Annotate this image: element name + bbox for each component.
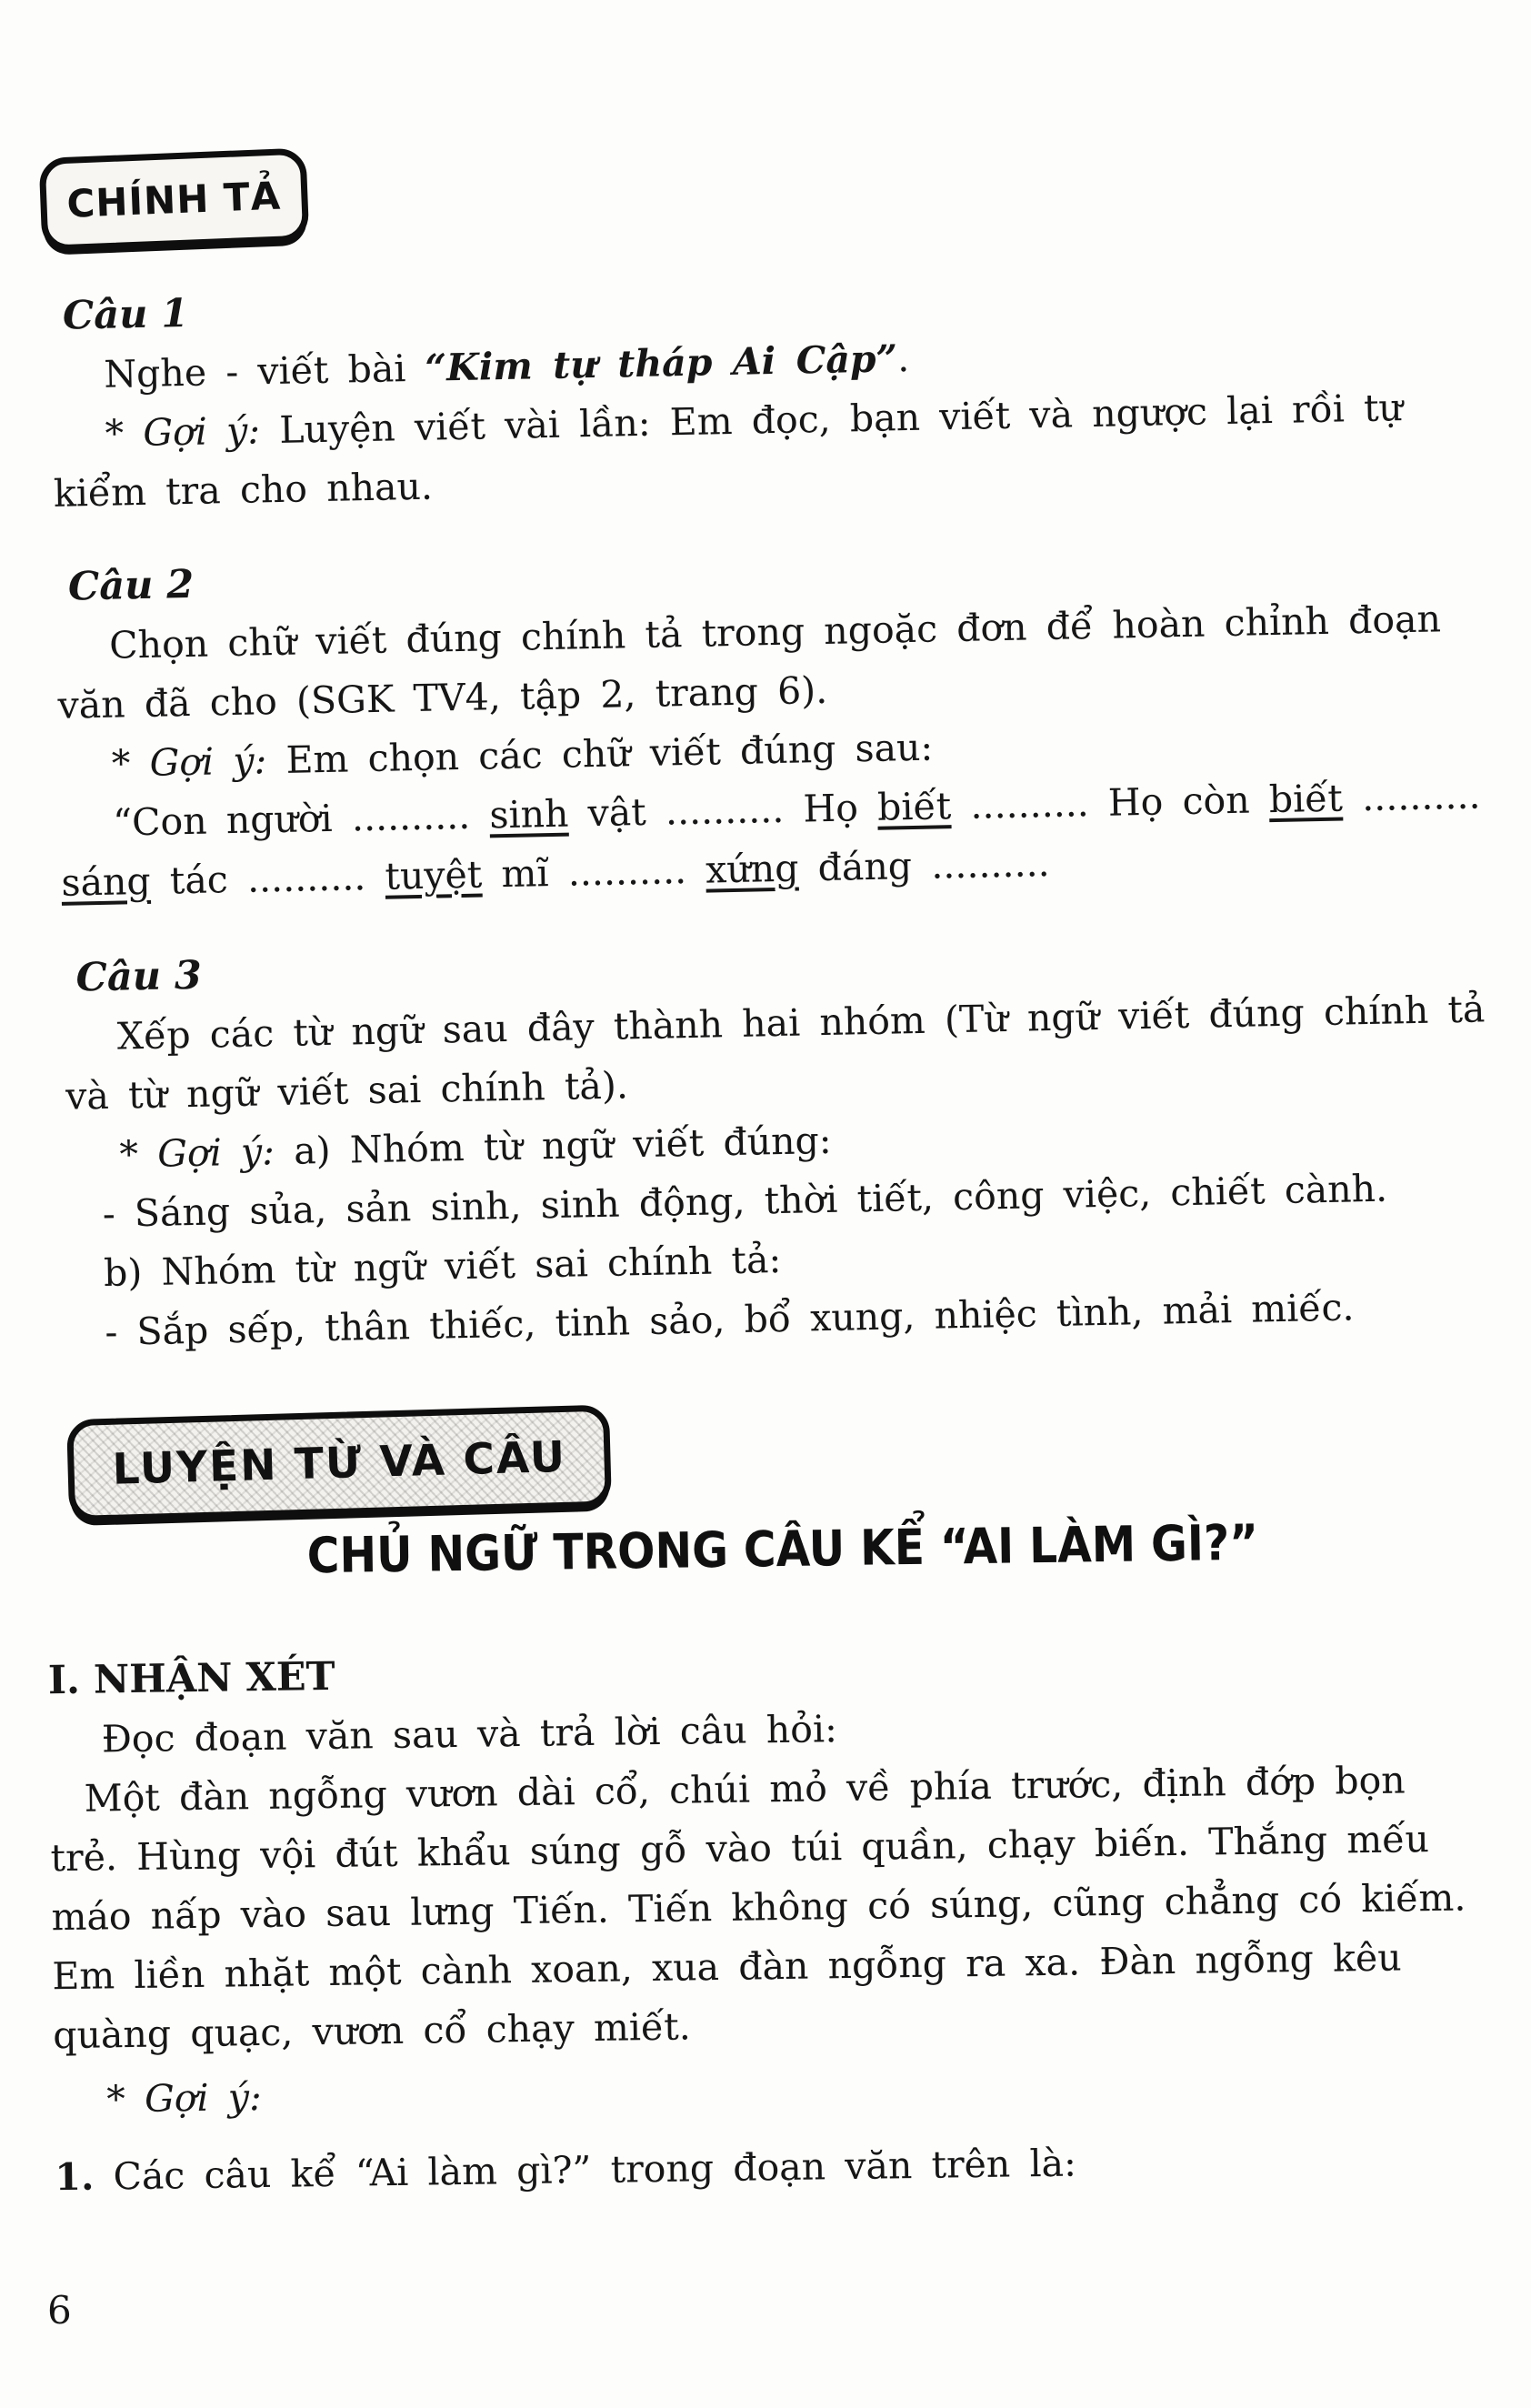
text-run: Họ: [783, 785, 878, 831]
text-run: mĩ: [481, 850, 569, 897]
text-run: Nghe - viết bài: [103, 346, 426, 396]
paragraph-line: Một đàn ngỗng vươn dài cổ, chúi mỏ về phía trước, định đớp bọn: [84, 1758, 1406, 1821]
cau1-line3: kiểm tra cho nhau.: [53, 464, 434, 516]
text-run: *: [119, 1131, 158, 1177]
text-run: vật: [567, 789, 666, 836]
question-1-line: [55, 2128, 1516, 2207]
text-run: *: [111, 740, 151, 786]
section-luyen-tu-va-cau: [0, 1342, 1531, 2207]
text-run: Luyện viết vài lần: Em đọc, bạn viết và ngược lại rồi tự: [259, 386, 1404, 453]
text-run: Họ còn: [1088, 778, 1270, 826]
cau1-title: Câu 1: [62, 290, 189, 339]
text-run: [470, 793, 490, 837]
text-run: ..........: [351, 793, 471, 840]
cau3-line2: và từ ngữ viết sai chính tả).: [65, 1063, 629, 1119]
nhan-xet-intro: Đọc đoạn văn sau và trả lời câu hỏi:: [101, 1707, 838, 1761]
text-run: [1342, 776, 1362, 819]
underlined-word: xứng: [705, 846, 799, 892]
cau3-line5: b) Nhóm từ ngữ viết sai chính tả:: [103, 1238, 782, 1295]
text-run: [365, 855, 385, 898]
paragraph-line: Em liền nhặt một cành xoan, xua đàn ngỗng ra xa. Đàn ngỗng kêu: [52, 1935, 1402, 1999]
text-run: tác: [150, 857, 248, 903]
text-run: ..........: [665, 787, 785, 834]
cau3-line6: - Sắp sếp, thân thiếc, tinh sảo, bổ xung, nhiệc tình, mải miếc.: [104, 1285, 1355, 1354]
cau2-line1: Chọn chữ viết đúng chính tả trong ngoặc đơn để hoàn chỉnh đoạn: [108, 597, 1442, 667]
text-run: a) Nhóm từ ngữ viết đúng:: [274, 1118, 833, 1174]
paragraph-line: máo nấp vào sau lưng Tiến. Tiến không có súng, cũng chẳng có kiếm.: [51, 1875, 1466, 1940]
underlined-word: sinh: [488, 791, 569, 838]
underlined-word: tuyệt: [385, 852, 483, 898]
goi-y-line: [106, 2051, 1515, 2130]
cau2-title: Câu 2: [67, 561, 195, 610]
text-run: *: [105, 2076, 145, 2122]
text-run: Gợi ý:: [149, 738, 267, 785]
paragraph-line: trẻ. Hùng vội đút khẩu súng gỗ vào túi quần, chạy biến. Thắng mếu: [50, 1817, 1430, 1881]
text-run: ..........: [567, 848, 687, 895]
text-run: [686, 848, 706, 892]
text-run: [951, 784, 971, 828]
text-run: Gợi ý:: [156, 1129, 275, 1176]
luyen-tu-va-cau-badge: LUYỆN TỪ VÀ CÂU: [66, 1404, 612, 1522]
text-run: “Kim tự tháp Ai Cập”: [425, 336, 898, 390]
text-run: Gợi ý:: [144, 2075, 263, 2121]
page-number: 6: [47, 2288, 72, 2333]
text-run: ..........: [246, 855, 366, 901]
underlined-word: biết: [1268, 776, 1344, 822]
cau3-line1: Xếp các từ ngữ sau đây thành hai nhóm (Từ ngữ viết đúng chính tả: [116, 987, 1486, 1059]
cau3-title: Câu 3: [75, 952, 203, 1001]
text-run: 1.: [55, 2154, 95, 2200]
lesson-heading: CHỦ NGỮ TRONG CÂU KỂ “AI LÀM GÌ?”: [306, 1513, 1259, 1585]
badge-row: [44, 0, 1508, 249]
nhan-xet-title: I. NHẬN XÉT: [47, 1653, 335, 1704]
underlined-word: sáng: [61, 858, 152, 905]
chinh-ta-badge: CHÍNH TẢ: [39, 147, 310, 251]
paragraph-line: quàng quạc, vươn cổ chạy miết.: [52, 2004, 691, 2058]
text-run: Em chọn các chữ viết đúng sau:: [265, 725, 934, 783]
underlined-word: biết: [876, 784, 952, 829]
text-run: ..........: [969, 781, 1090, 828]
text-run: “Con người: [112, 796, 353, 845]
text-run: đáng: [797, 843, 932, 890]
text-run: Các câu kể “Ai làm gì?” trong đoạn văn trên là:: [93, 2141, 1077, 2199]
cau3-line4: - Sáng sủa, sản sinh, sinh động, thời tiết, công việc, chiết cành.: [102, 1166, 1388, 1236]
cau2-line2: văn đã cho (SGK TV4, tập 2, trang 6).: [57, 667, 828, 727]
text-run: ..........: [930, 841, 1050, 888]
text-run: Gợi ý:: [142, 408, 261, 455]
text-run: *: [105, 410, 144, 456]
text-run: ..........: [1361, 773, 1481, 820]
text-run: .: [896, 336, 910, 381]
badge-row: [44, 1343, 1506, 1519]
